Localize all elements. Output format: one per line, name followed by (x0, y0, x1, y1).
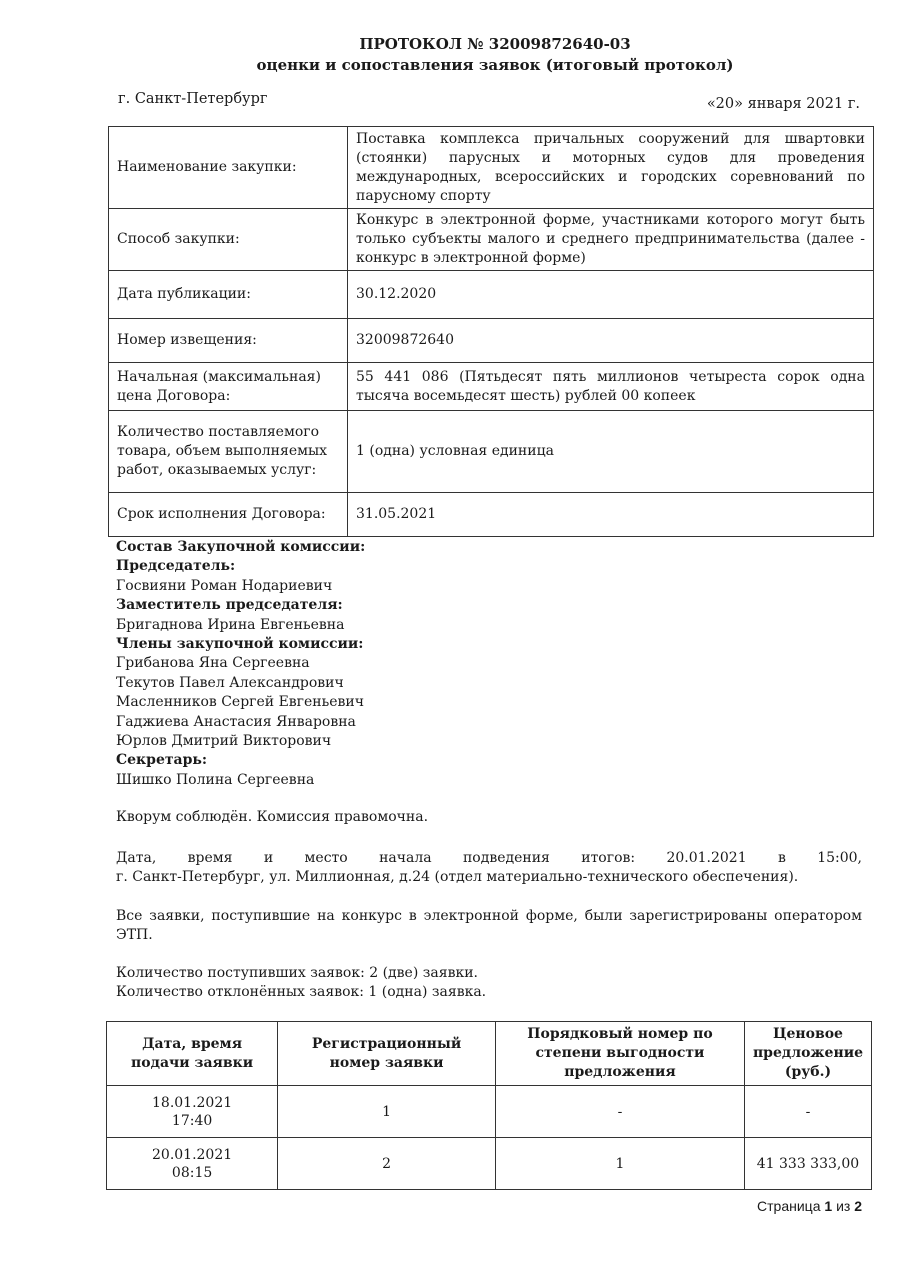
bid-rank: 1 (496, 1138, 745, 1190)
table-row (107, 1086, 872, 1138)
info-label: Наименование закупки: (109, 127, 348, 209)
table-row (109, 493, 874, 537)
column-header: Порядковый номер по степени выгодности предложения (496, 1022, 745, 1086)
info-label: Количество поставляемого товара, объем выполняемых работ, оказываемых услуг: (109, 411, 348, 493)
bid-rank: - (496, 1086, 745, 1138)
meeting-word: 15:00, (817, 850, 862, 866)
received-count: Количество поступивших заявок: 2 (две) заявки. (116, 965, 478, 981)
info-value: 31.05.2021 (348, 493, 874, 537)
bid-price: - (744, 1086, 871, 1138)
quorum-text: Кворум соблюдён. Комиссия правомочна. (116, 809, 429, 825)
deputy-label: Заместитель председателя: (116, 597, 343, 614)
title-line-1: ПРОТОКОЛ № 32009872640-03 (359, 35, 631, 53)
page-number: 1 (824, 1198, 833, 1214)
commission-section (116, 538, 365, 790)
meeting-word: 20.01.2021 (666, 850, 747, 866)
table-row (109, 319, 874, 363)
meeting-word: Дата, (116, 850, 157, 866)
info-value: 32009872640 (348, 319, 874, 363)
bid-time: 17:40 (171, 1112, 213, 1129)
page-label: Страница (757, 1198, 821, 1214)
column-header: Ценовое предложение (руб.) (744, 1022, 871, 1086)
meeting-word: итогов: (581, 850, 636, 866)
meeting-word: и (263, 850, 274, 866)
info-label: Дата публикации: (109, 271, 348, 319)
meeting-info (116, 849, 862, 887)
chair-label: Председатель: (116, 558, 236, 575)
of-label: из (836, 1198, 851, 1214)
city: г. Санкт-Петербург (118, 91, 268, 107)
info-value: 1 (одна) условная единица (348, 411, 874, 493)
info-label: Способ закупки: (109, 209, 348, 271)
table-header-row (107, 1022, 872, 1086)
info-value: Поставка комплекса причальных сооружений для швартовки (стоянки) парусных и моторных судов для проведения международных, всероссийских и городских соревнований по парусному спорту (348, 127, 874, 209)
procurement-info-table (108, 126, 874, 537)
secretary-label: Секретарь: (116, 752, 208, 769)
meeting-word: в (777, 850, 786, 866)
table-row (109, 271, 874, 319)
protocol-date: «20» января 2021 г. (706, 96, 860, 112)
info-value: 30.12.2020 (348, 271, 874, 319)
page-footer (757, 1198, 862, 1214)
secretary-name: Шишко Полина Сергеевна (116, 771, 315, 788)
bid-reg-number: 1 (278, 1086, 496, 1138)
meeting-line-2: г. Санкт-Петербург, ул. Миллионная, д.24 (отдел материально-технического обеспечения). (116, 869, 799, 885)
page-total: 2 (854, 1198, 862, 1214)
meeting-word: место (304, 850, 348, 866)
member-name: Гаджиева Анастасия Январовна (116, 713, 356, 730)
info-label: Срок исполнения Договора: (109, 493, 348, 537)
bid-datetime-cell (107, 1086, 278, 1138)
meeting-word: время (187, 850, 233, 866)
chair-name: Госвияни Роман Нодариевич (116, 577, 333, 594)
bid-date: 20.01.2021 (152, 1146, 233, 1163)
table-row (109, 127, 874, 209)
column-header: Дата, время подачи заявки (107, 1022, 278, 1086)
member-name: Текутов Павел Александрович (116, 674, 344, 691)
member-name: Масленников Сергей Евгеньевич (116, 694, 364, 711)
title-line-2: оценки и сопоставления заявок (итоговый протокол) (256, 56, 734, 74)
bid-reg-number: 2 (278, 1138, 496, 1190)
info-value: Конкурс в электронной форме, участниками которого могут быть только субъекты малого и среднего предпринимательства (далее - конкурс в электронной форме) (348, 209, 874, 271)
info-value: 55 441 086 (Пятьдесят пять миллионов четыреста сорок одна тысяча восемьдесят шесть) рублей 00 копеек (348, 363, 874, 411)
commission-heading: Состав Закупочной комиссии: (116, 539, 366, 555)
member-name: Грибанова Яна Сергеевна (116, 655, 310, 672)
table-row (109, 209, 874, 271)
column-header: Регистрационный номер заявки (278, 1022, 496, 1086)
members-label: Члены закупочной комиссии: (116, 636, 364, 653)
table-row (107, 1138, 872, 1190)
document-title (0, 34, 900, 76)
bid-datetime-cell (107, 1138, 278, 1190)
meeting-line-1 (116, 849, 862, 868)
bid-date: 18.01.2021 (152, 1094, 233, 1111)
bid-time: 08:15 (171, 1164, 213, 1181)
info-label: Начальная (максимальная) цена Договора: (109, 363, 348, 411)
meeting-word: подведения (462, 850, 550, 866)
bid-counts (116, 964, 862, 1002)
member-name: Юрлов Дмитрий Викторович (116, 733, 332, 750)
rejected-count: Количество отклонённых заявок: 1 (одна) заявка. (116, 984, 487, 1000)
bids-table (106, 1021, 872, 1190)
registration-note: Все заявки, поступившие на конкурс в электронной форме, были зарегистрированы оператором ЭТП. (116, 908, 862, 943)
bid-price: 41 333 333,00 (744, 1138, 871, 1190)
table-row (109, 363, 874, 411)
deputy-name: Бригаднова Ирина Евгеньевна (116, 616, 345, 633)
meeting-word: начала (379, 850, 432, 866)
info-label: Номер извещения: (109, 319, 348, 363)
table-row (109, 411, 874, 493)
